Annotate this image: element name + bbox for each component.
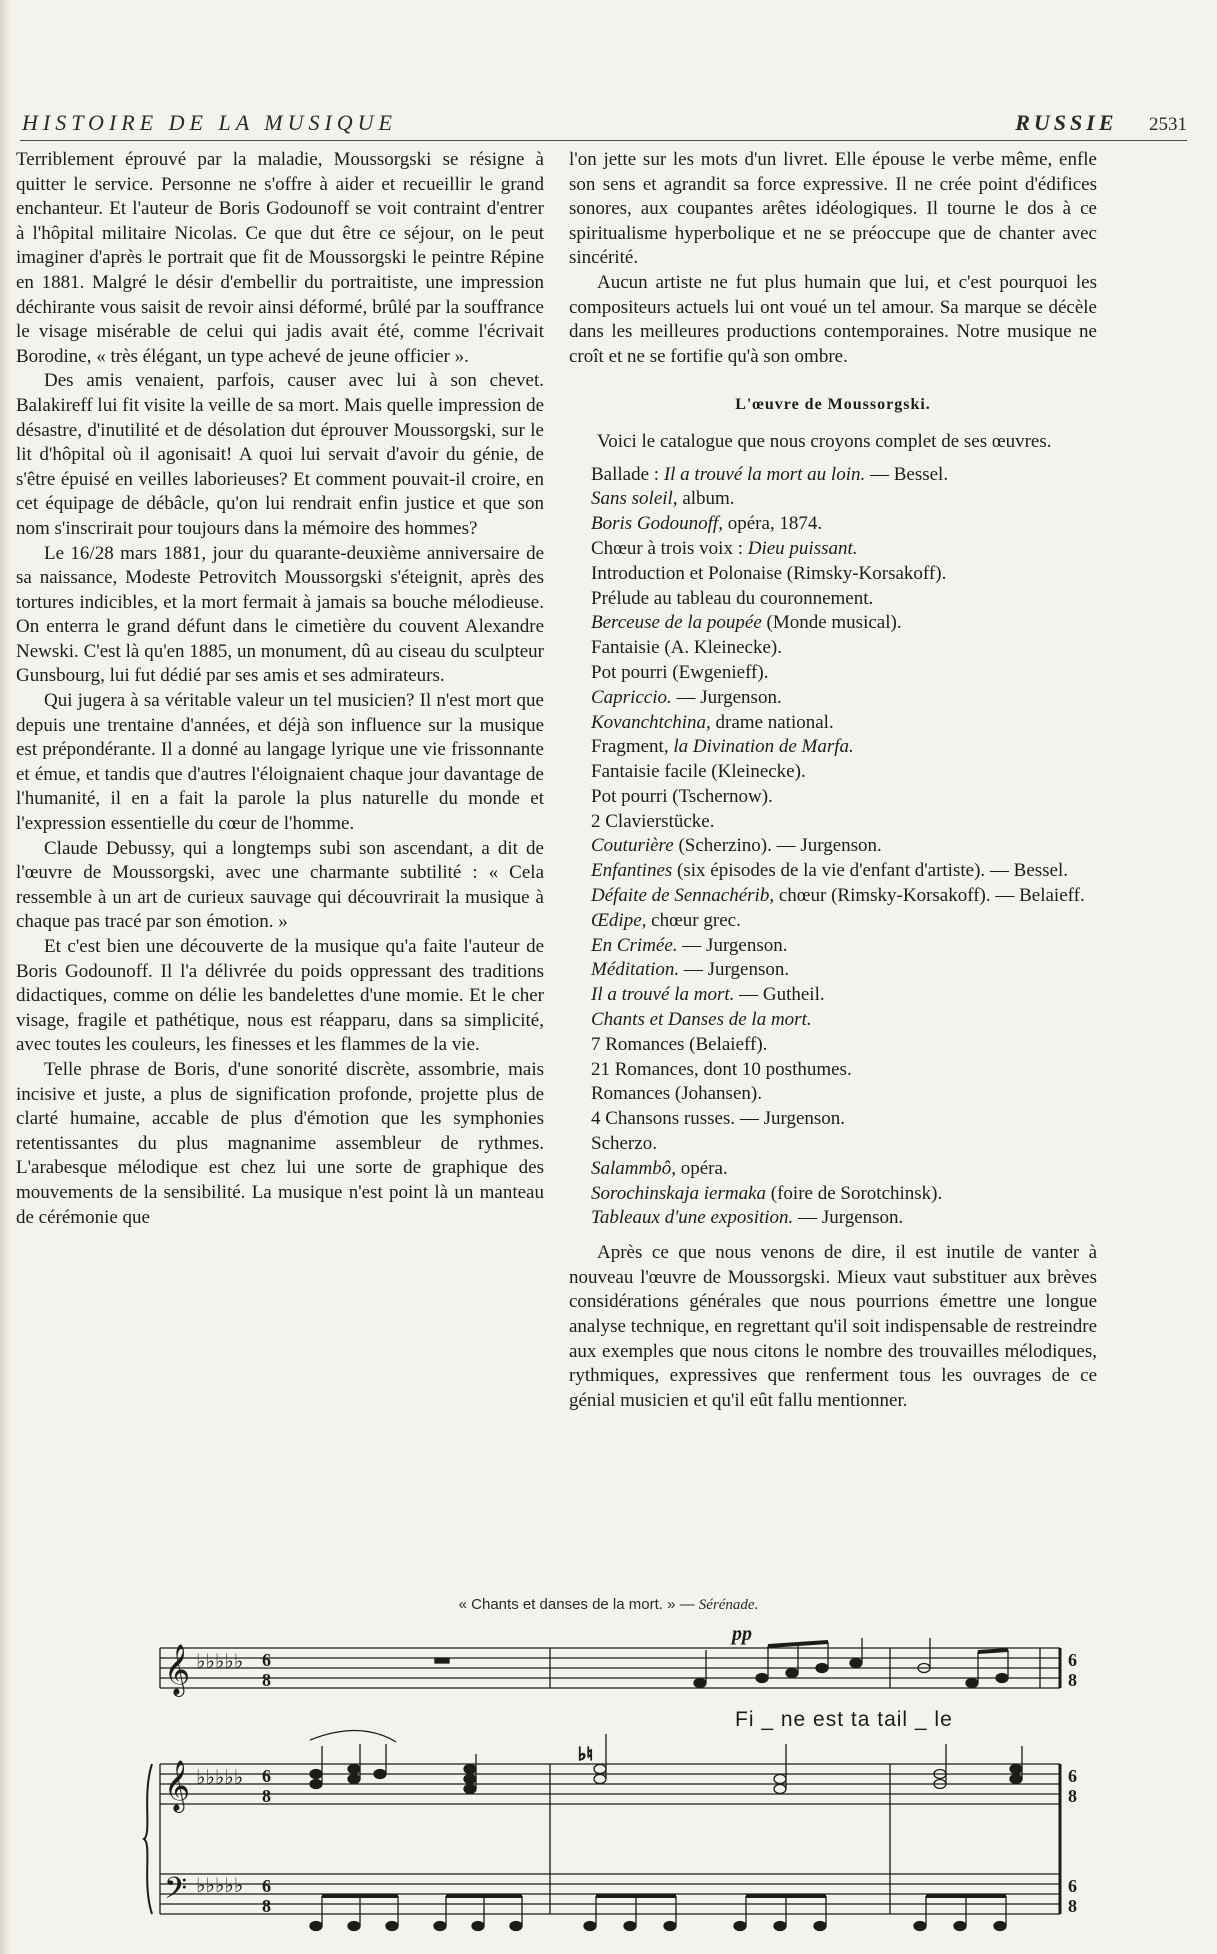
catalog-item xyxy=(591,636,1097,661)
catalog-item xyxy=(591,859,1097,884)
catalog-item-prefix: 2 Clavierstücke. xyxy=(591,810,715,832)
catalog-item-title: Il a trouvé la mort. xyxy=(591,984,735,1006)
catalog-item-title: Couturière xyxy=(591,835,674,857)
key-flats-icon: ♭♭♭♭♭ xyxy=(196,1873,244,1897)
bass-note xyxy=(310,1896,322,1931)
catalog-item xyxy=(591,587,1097,612)
catalog-item-title: Tableaux d'une exposition. xyxy=(591,1207,794,1229)
catalog-item-suffix: chœur grec. xyxy=(646,909,741,931)
catalog-item-prefix: Fragment, xyxy=(591,736,674,758)
piano-chord xyxy=(374,1744,386,1779)
page-edge-shadow xyxy=(0,0,10,1954)
catalog-item-title: Kovanchtchina, xyxy=(591,711,711,733)
catalog-item-title: Boris Godounoff, xyxy=(591,513,723,535)
bass-note xyxy=(914,1896,926,1931)
piano-chord xyxy=(594,1734,606,1784)
time-signature-top: 6 xyxy=(262,1650,271,1670)
catalog-item-title: Chants et Danses de la mort. xyxy=(591,1009,812,1031)
catalog-item-prefix: 21 Romances, dont 10 posthumes. xyxy=(591,1058,852,1080)
catalog-item-prefix: Ballade : xyxy=(591,463,664,485)
voice-note xyxy=(996,1650,1008,1683)
catalog-item-suffix: drame national. xyxy=(710,711,834,733)
catalog-item xyxy=(591,983,1097,1008)
paragraph: Et c'est bien une découverte de la musique qu'a faite l'auteur de Boris Godounoff. Il l'a délivrée du poids oppressant des traditions didactiques, comme on délie les bandelettes d'une momie. Et le cher visage, fragile et pathétique, nous est réapparu, dans sa simplicité, avec toutes les couleurs, les finesses et les flammes de la vie. xyxy=(16,936,544,1056)
catalog-item-title: Défaite de Sennachérib, xyxy=(591,885,775,907)
catalog-item xyxy=(591,934,1097,959)
catalog-item-prefix: Scherzo. xyxy=(591,1133,657,1155)
catalog-item-suffix: opéra. xyxy=(675,1157,728,1179)
catalog-item xyxy=(591,1008,1097,1033)
figure-caption-italic: Sérénade. xyxy=(698,1597,759,1613)
running-header-title: HISTOIRE DE LA MUSIQUE xyxy=(22,110,397,135)
voice-note xyxy=(786,1644,798,1678)
bass-note xyxy=(386,1896,398,1931)
catalog-item-suffix: — Jurgenson. xyxy=(677,934,788,956)
catalog-item-prefix: 7 Romances (Belaieff). xyxy=(591,1033,768,1055)
catalog-item xyxy=(591,909,1097,934)
section-title: L'œuvre de Moussorgski. xyxy=(735,396,931,414)
beam xyxy=(768,1642,828,1646)
catalog-item xyxy=(591,1082,1097,1107)
bass-clef-icon: 𝄢 xyxy=(164,1872,188,1913)
running-header-section: RUSSIE xyxy=(1015,110,1118,135)
time-signature-top: 6 xyxy=(1068,1766,1077,1786)
bass-note xyxy=(434,1896,446,1931)
voice-note xyxy=(918,1638,930,1673)
flat-accidental-icon: ♭♮ xyxy=(578,1744,593,1764)
catalog-item-suffix: chœur (Rimsky-Korsakoff). — Belaieff. xyxy=(774,885,1085,907)
time-signature-bottom: 8 xyxy=(262,1896,271,1916)
bass-note xyxy=(954,1896,966,1931)
catalog-item xyxy=(591,487,1097,512)
catalog-item xyxy=(591,1157,1097,1182)
bass-note xyxy=(664,1896,676,1931)
time-signature-top: 6 xyxy=(1068,1650,1077,1670)
page-number: 2531 xyxy=(1149,114,1187,135)
catalog-item xyxy=(591,810,1097,835)
catalog-item-suffix: (Monde musical). xyxy=(761,612,902,634)
catalog-item-suffix: (Scherzino). — Jurgenson. xyxy=(673,835,882,857)
paragraph: Après ce que nous venons de dire, il est inutile de vanter à nouveau l'œuvre de Moussorgski. Mieux vaut substituer aux brèves considérations générales que nous pourrions émettre une longue analyse technique, en regrettant qu'il soit indispensable de restreindre aux exemples que nous citons le nombre des trouvailles mélodiques, rythmiques, expressives que renferment tous les ouvrages de ce génial musicien et qu'il eût fallu mentionner. xyxy=(569,1242,1097,1411)
bass-note xyxy=(472,1896,484,1931)
time-signature-top: 6 xyxy=(262,1876,271,1896)
time-signature-bottom: 8 xyxy=(1068,1670,1077,1690)
catalog-item xyxy=(591,884,1097,909)
catalog-item xyxy=(591,1058,1097,1083)
catalog-item xyxy=(591,1206,1097,1231)
slur xyxy=(310,1730,396,1742)
catalog-item-suffix: (six épisodes de la vie d'enfant d'artiste). — Bessel. xyxy=(672,860,1068,882)
paragraph: Aucun artiste ne fut plus humain que lui, et c'est pourquoi les compositeurs actuels lui ont voué un tel amour. Sa marque se décèle dans les meilleures productions contemporaines. Notre musique ne croît et ne se fortifie qu'à son ombre. xyxy=(569,271,1097,367)
treble-clef-icon: 𝄞 xyxy=(164,1644,191,1695)
catalog-item-title: Berceuse de la poupée xyxy=(591,612,762,634)
treble-clef-icon: 𝄞 xyxy=(164,1760,191,1811)
time-signature-bottom: 8 xyxy=(1068,1896,1077,1916)
time-signature-top: 6 xyxy=(1068,1876,1077,1896)
bass-note xyxy=(994,1896,1006,1931)
catalog-item-prefix: Fantaisie (A. Kleinecke). xyxy=(591,637,782,659)
brace xyxy=(144,1764,152,1914)
catalog-item-suffix: — Jurgenson. xyxy=(679,959,790,981)
paragraph: Terriblement éprouvé par la maladie, Moussorgski se résigne à quitter le service. Personne ne s'offre à aider et recueillir le grand enchanteur. Et l'auteur de Boris Godounoff se voit contraint d'entrer à l'hôpital militaire Nicolas. Ce que dut être ce séjour, on le peut imaginer d'après le portrait que fit de Moussorgski le peintre Répine en 1881. Malgré le désir d'embellir du portraitiste, une impression déchirante vous saisit de revoir ainsi déformé, brûlé par la souffrance le visage misérable de celui qui jadis avait été, comme l'écrivait Borodine, « très élégant, un type achevé de jeune officier ». xyxy=(16,149,544,367)
paragraph: l'on jette sur les mots d'un livret. Elle épouse le verbe même, enfle son sens et agrandit sa force expressive. Il ne crée point d'édifices sonores, aux coupantes arêtes idéologiques. Il tourne le dos à ce spiritualisme hyperbolique et ne se préoccupe que de chanter avec sincérité. xyxy=(569,149,1097,269)
catalog-item-title: Capriccio. xyxy=(591,686,672,708)
bass-note xyxy=(348,1896,360,1931)
works-catalog xyxy=(591,463,1097,1232)
paragraph: Claude Debussy, qui a longtemps subi son ascendant, a dit de l'œuvre de Moussorgski, avec une charmante subtilité : « Cela ressemble à un art de curieux sauvage qui découvrirait la musique à chaque pas tracé par son émotion. » xyxy=(16,837,544,933)
voice-staff xyxy=(160,1648,1060,1688)
voice-note xyxy=(694,1650,706,1688)
catalog-item-title: Sans soleil, xyxy=(591,488,678,510)
catalog-item xyxy=(591,958,1097,983)
catalog-item xyxy=(591,512,1097,537)
figure-caption-text: « Chants et danses de la mort. » — xyxy=(458,1596,699,1613)
catalog-item xyxy=(591,562,1097,587)
catalog-item xyxy=(591,735,1097,760)
catalog-item-title: Sorochinskaja iermaka xyxy=(591,1182,767,1204)
catalog-item-prefix: Introduction et Polonaise (Rimsky-Korsakoff). xyxy=(591,562,947,584)
key-flats-icon: ♭♭♭♭♭ xyxy=(196,1765,244,1789)
dynamic-marking: pp xyxy=(732,1623,752,1645)
catalog-item-suffix: — Jurgenson. xyxy=(793,1207,904,1229)
piano-chord xyxy=(1010,1746,1022,1784)
music-score xyxy=(140,1614,1200,1954)
catalog-item xyxy=(591,1132,1097,1157)
catalog-item-title: la Divination de Marfa. xyxy=(673,736,854,758)
catalog-item-title: Dieu puissant. xyxy=(747,537,858,559)
catalog-item-title: Il a trouvé la mort au loin. xyxy=(663,463,866,485)
time-signature-top: 6 xyxy=(262,1766,271,1786)
bass-note xyxy=(584,1896,596,1931)
piano-chord xyxy=(310,1746,322,1789)
bass-note xyxy=(510,1896,522,1931)
catalog-item xyxy=(591,611,1097,636)
running-header-right xyxy=(1015,110,1187,136)
catalog-item-prefix: Pot pourri (Ewgenieff). xyxy=(591,661,769,683)
catalog-item xyxy=(591,463,1097,488)
catalog-item-title: Méditation. xyxy=(591,959,680,981)
catalog-item-prefix: Fantaisie facile (Kleinecke). xyxy=(591,761,806,783)
catalog-item-title: Œdipe, xyxy=(591,909,647,931)
catalog-item-prefix: 4 Chansons russes. — Jurgenson. xyxy=(591,1108,846,1130)
catalog-item-suffix: — Jurgenson. xyxy=(671,686,782,708)
paragraph: Le 16/28 mars 1881, jour du quarante-deuxième anniversaire de sa naissance, Modeste Petrovitch Moussorgski s'éteignit, après des tortures indicibles, et la mort fermait à jamais sa bouche mélodieuse. On enterra le grand défunt dans le cimetière du couvent Alexandre Newski. C'est là qu'en 1885, un monument, dû au ciseau du sculpteur Gunsbourg, lui fut dédié par ses amis et ses admirateurs. xyxy=(16,542,544,687)
catalog-item-prefix: Romances (Johansen). xyxy=(591,1083,762,1105)
catalog-item-suffix: album. xyxy=(677,488,735,510)
catalog-item xyxy=(591,785,1097,810)
catalog-item xyxy=(591,1182,1097,1207)
catalog-item-prefix: Pot pourri (Tschernow). xyxy=(591,785,773,807)
voice-note xyxy=(966,1652,978,1688)
paragraph: Telle phrase de Boris, d'une sonorité discrète, assombrie, mais incisive et juste, a plus de signification profonde, projette plus de clarté humaine, accable de plus d'émotion que les symphonies retentissantes du plus magnanime assembleur de rythmes. L'arabesque mélodique est chez lui une sorte de graphique des mouvements de la sensibilité. La musique n'est point là un manteau de cérémonie que xyxy=(16,1058,544,1228)
voice-note xyxy=(816,1642,828,1673)
voice-rest-icon xyxy=(435,1658,449,1663)
time-signature-bottom: 8 xyxy=(1068,1786,1077,1806)
catalog-item xyxy=(591,537,1097,562)
piano-chord xyxy=(934,1744,946,1789)
bass-note xyxy=(734,1896,746,1931)
catalog-item-suffix: — Bessel. xyxy=(865,463,949,485)
right-column xyxy=(569,148,1097,1413)
catalog-item xyxy=(591,834,1097,859)
bass-note xyxy=(774,1896,786,1931)
left-column xyxy=(16,148,544,1230)
catalog-item xyxy=(591,686,1097,711)
catalog-item-suffix: — Gutheil. xyxy=(734,984,825,1006)
piano-chord xyxy=(774,1744,786,1794)
catalog-item-title: En Crimée. xyxy=(591,934,678,956)
catalog-item-prefix: Prélude au tableau du couronnement. xyxy=(591,587,874,609)
catalog-item xyxy=(591,1033,1097,1058)
catalog-item-suffix: opéra, 1874. xyxy=(722,513,823,535)
catalog-item xyxy=(591,1107,1097,1132)
catalog-intro: Voici le catalogue que nous croyons complet de ses œuvres. xyxy=(597,430,1052,452)
figure-caption xyxy=(0,1596,1217,1614)
catalog-item-prefix: Chœur à trois voix : xyxy=(591,537,748,559)
paragraph: Qui jugera à sa véritable valeur un tel musicien? Il n'est mort que depuis une trentaine d'années, et déjà son influence sur la musique est prépondérante. Il a donné au langage lyrique une vie frissonnante et émue, et tandis que d'autres l'éloignaient chaque jour davantage de l'humanité, il en a fait la parole la plus naturelle du monde et l'expression essentielle du cœur de l'homme. xyxy=(16,690,544,835)
lyric-line: Fi _ ne est ta tail _ le xyxy=(735,1708,953,1731)
key-flats-icon: ♭♭♭♭♭ xyxy=(196,1649,244,1673)
catalog-item-title: Enfantines xyxy=(591,860,673,882)
running-header xyxy=(20,110,1187,141)
beam xyxy=(978,1650,1008,1652)
catalog-item xyxy=(591,760,1097,785)
piano-treble-staff xyxy=(160,1764,1060,1914)
voice-note xyxy=(756,1646,768,1683)
catalog-item xyxy=(591,661,1097,686)
bass-note xyxy=(814,1896,826,1931)
time-signature-bottom: 8 xyxy=(262,1670,271,1690)
catalog-item xyxy=(591,711,1097,736)
catalog-item-title: Salammbô, xyxy=(591,1157,676,1179)
paragraph: Des amis venaient, parfois, causer avec lui à son chevet. Balakireff lui fit visite la veille de sa mort. Mais quelle impression de désastre, d'inutilité et de désolation dut éprouver Moussorgski, sur le lit d'hôpital où il agonisait! A quoi lui servait d'avoir du génie, de s'être épuisé en veilles laborieuses? Et comment pouvait-il croire, en cet équipage de débâcle, qu'on lui rendrait enfin justice et que son nom s'inscrirait pour toujours dans la mémoire des hommes? xyxy=(16,370,544,539)
catalog-item-suffix: (foire de Sorotchinsk). xyxy=(766,1182,943,1204)
time-signature-bottom: 8 xyxy=(262,1786,271,1806)
voice-note xyxy=(850,1638,862,1668)
bass-note xyxy=(624,1896,636,1931)
